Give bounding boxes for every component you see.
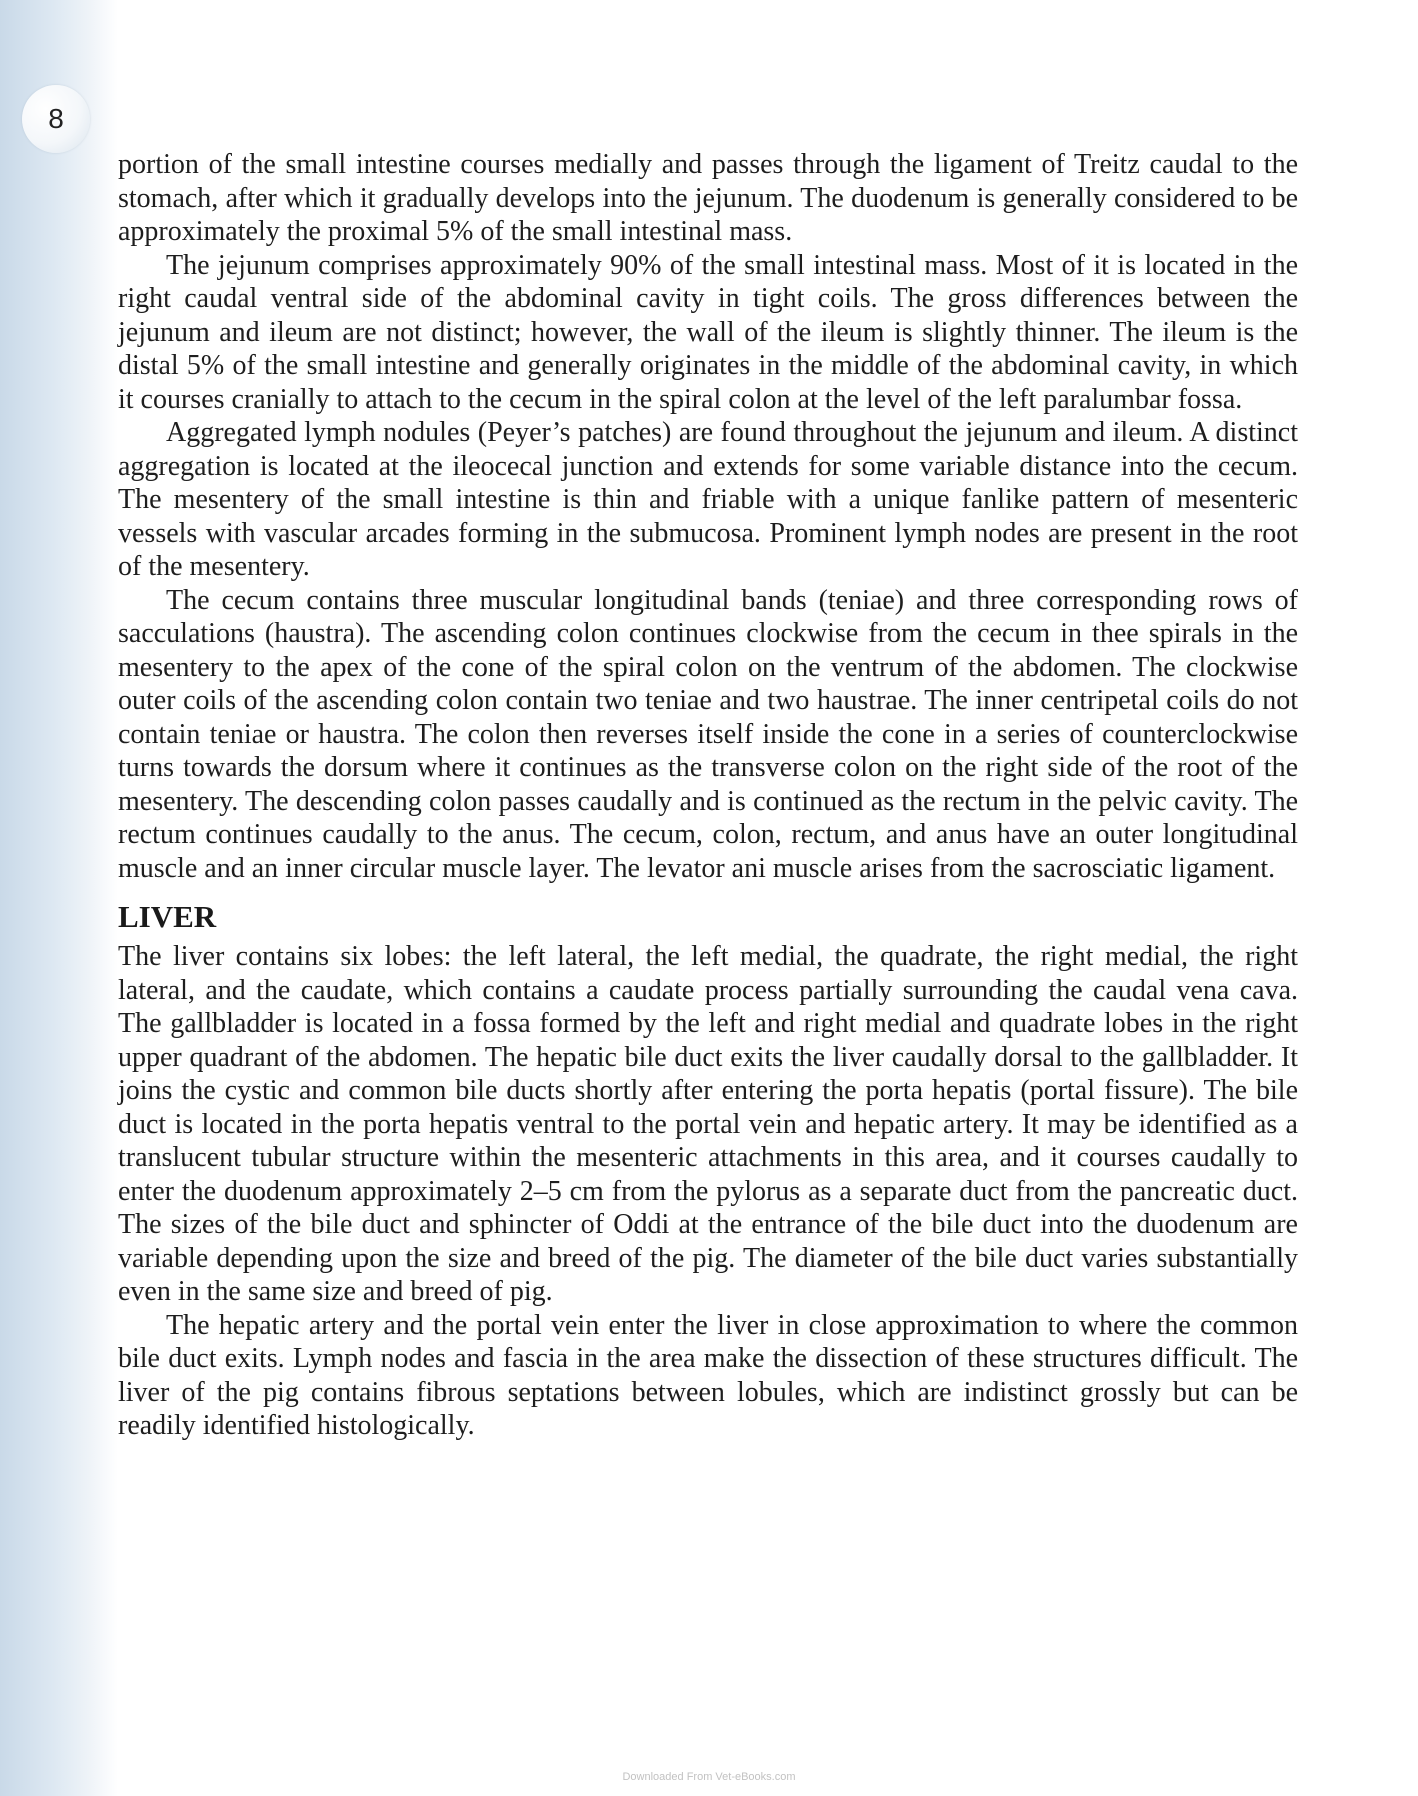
- paragraph-jejunum: The jejunum comprises approximately 90% of the small intestinal mass. Most of it is located in the right caudal ventral side of the abdominal cavity in tight coils. The gross differences between the jejunum and ileum are not distinct; however, the wall of the ileum is slightly thinner. The ileum is the distal 5% of the small intestine and generally originates in the middle of the abdominal cavity, in which it courses cranially to attach to the cecum in the spiral colon at the level of the left paralumbar fossa.: [118, 249, 1298, 415]
- paragraph-hepatic-artery: The hepatic artery and the portal vein enter the liver in close approximation to where the common bile duct exits. Lymph nodes and fascia in the area make the dissection of these structures difficult. The liver of the pig contains fibrous septations between lobules, which are indistinct grossly but can be readily identified histologically.: [118, 1309, 1298, 1441]
- paragraph-peyers-patches: Aggregated lymph nodules (Peyer’s patches) are found throughout the jejunum and ileum. A distinct aggregation is located at the ileocecal junction and extends for some variable distance into the cecum. The mesentery of the small intestine is thin and friable with a unique fanlike pattern of mesenteric vessels with vascular arcades forming in the submucosa. Prominent lymph nodes are present in the root of the mesentery.: [118, 417, 1298, 582]
- paragraph-cecum-colon: The cecum contains three muscular longitudinal bands (teniae) and three corresponding rows of sacculations (haustra). The ascending colon continues clockwise from the cecum in thee spirals in the mesentery to the apex of the cone of the spiral colon on the ventrum of the abdomen. The clockwise outer coils of the ascending colon contain two teniae and two haustrae. The inner centripetal coils do not contain teniae or haustra. The colon then reverses itself inside the cone in a series of counterclockwise turns towards the dorsum where it continues as the transverse colon on the right side of the root of the mesentery. The descending colon passes caudally and is continued as the rectum in the pelvic cavity. The rectum continues caudally to the anus. The cecum, colon, rectum, and anus have an outer longitudinal muscle and an inner circular muscle layer. The levator ani muscle arises from the sacrosciatic ligament.: [118, 584, 1298, 884]
- footer-download-note: Downloaded From Vet-eBooks.com: [622, 1771, 796, 1783]
- side-band-decoration: [0, 0, 118, 1796]
- paragraph-duodenum: portion of the small intestine courses medially and passes through the ligament of Treitz caudal to the stomach, after which it gradually develops into the jejunum. The duodenum is generally considered to be approximately the proximal 5% of the small intestinal mass.: [118, 149, 1298, 247]
- page-number: 8: [48, 103, 64, 134]
- section-heading-liver: LIVER: [118, 899, 217, 934]
- paragraph-liver-lobes: The liver contains six lobes: the left lateral, the left medial, the quadrate, the right medial, the right lateral, and the caudate, which contains a caudate process partially surrounding the caudal vena cava. The gallbladder is located in a fossa formed by the left and right medial and quadrate lobes in the right upper quadrant of the abdomen. The hepatic bile duct exits the liver caudally dorsal to the gallbladder. It joins the cystic and common bile ducts shortly after entering the porta hepatis (portal fissure). The bile duct is located in the porta hepatis ventral to the portal vein and hepatic artery. It may be identified as a translucent tubular structure within the mesenteric attachments in this area, and it courses caudally to enter the duodenum approximately 2–5 cm from the pylorus as a separate duct from the pancreatic duct. The sizes of the bile duct and sphincter of Oddi at the entrance of the bile duct into the duodenum are variable depending upon the size and breed of the pig. The diameter of the bile duct varies substantially even in the same size and breed of pig.: [118, 941, 1298, 1307]
- body-text: [118, 148, 1298, 1443]
